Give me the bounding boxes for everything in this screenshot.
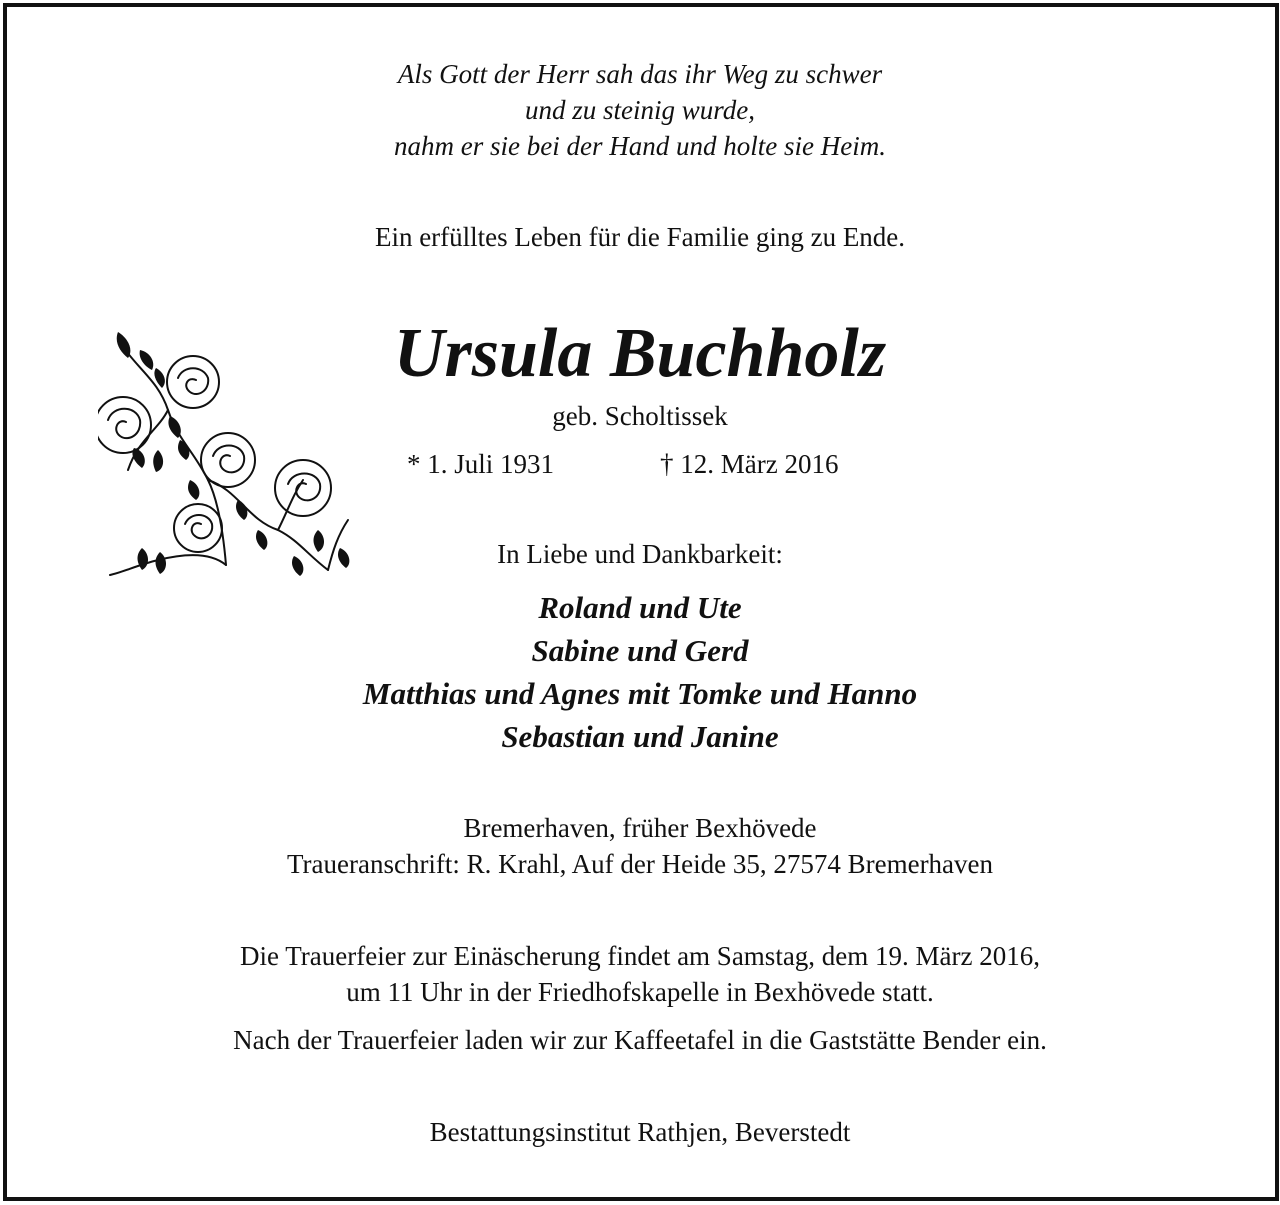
family-line-2: Sabine und Gerd (531, 633, 749, 668)
birth-date: * 1. Juli 1931 (407, 449, 555, 479)
family-line-3: Matthias und Agnes mit Tomke und Hanno (362, 676, 918, 711)
ceremony-line-1: Die Trauerfeier zur Einäscherung findet am Samstag, dem 19. März 2016, (239, 941, 1041, 971)
family-line-4: Sebastian und Janine (501, 719, 779, 754)
mourning-address: Traueranschrift: R. Krahl, Auf der Heide 35, 27574 Bremerhaven (286, 849, 994, 879)
death-date: † 12. März 2016 (660, 449, 839, 479)
family-line-1: Roland und Ute (538, 590, 742, 625)
ceremony-line-2: um 11 Uhr in der Friedhofskapelle in Bexhövede statt. (346, 977, 934, 1007)
verse-line-3: nahm er sie bei der Hand und holte sie Heim. (394, 131, 886, 161)
maiden-name: geb. Scholtissek (552, 401, 728, 431)
residence-text: Bremerhaven, früher Bexhövede (463, 813, 817, 843)
undertaker-text: Bestattungsinstitut Rathjen, Beverstedt (429, 1117, 851, 1147)
reception-text: Nach der Trauerfeier laden wir zur Kaffeetafel in die Gaststätte Bender ein. (233, 1025, 1047, 1055)
dedication-text: In Liebe und Dankbarkeit: (497, 539, 783, 569)
verse-line-1: Als Gott der Herr sah das ihr Weg zu schwer (397, 59, 883, 89)
intro-text: Ein erfülltes Leben für die Familie ging zu Ende. (374, 222, 906, 252)
verse-line-2: und zu steinig wurde, (524, 95, 755, 125)
deceased-name: Ursula Buchholz (393, 315, 887, 392)
